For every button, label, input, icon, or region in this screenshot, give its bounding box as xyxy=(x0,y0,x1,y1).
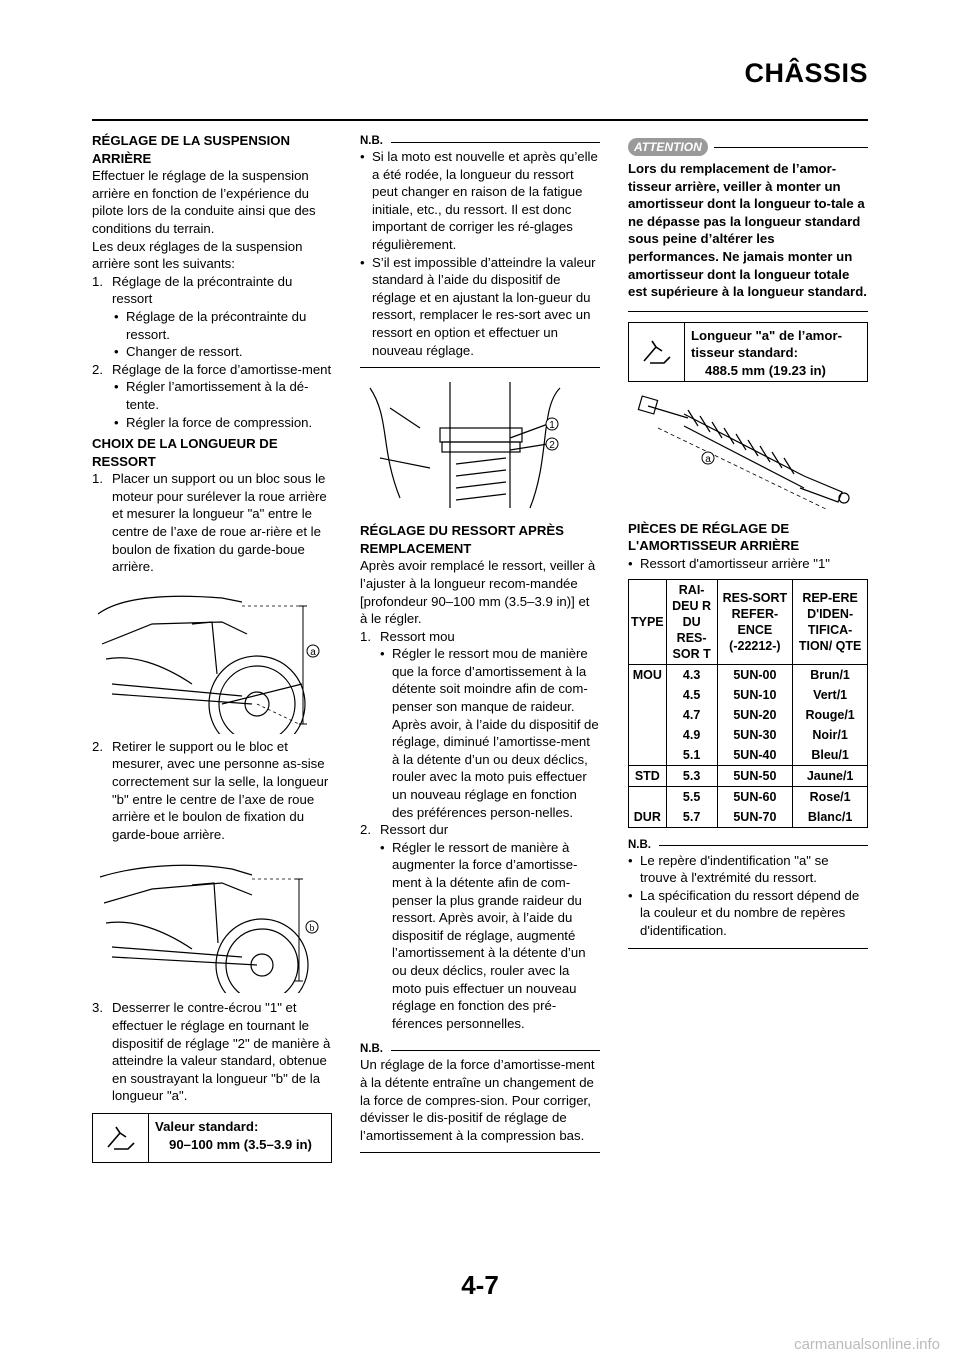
figure-rear-wheel-raised xyxy=(92,584,332,734)
note-end-rule xyxy=(628,948,868,949)
table-cell: 5.7 xyxy=(666,807,717,828)
table-cell: 5UN-00 xyxy=(717,664,793,685)
section-heading-rear-suspension: RÉGLAGE DE LA SUSPENSION ARRIÈRE xyxy=(92,133,291,166)
table-cell xyxy=(629,705,667,725)
table-cell: Vert/1 xyxy=(793,685,868,705)
list-item: 2. Retirer le support ou le bloc et mesurer, avec une personne as-sise correctement sur la selle, la longueur "b" entre le centre de l’axe de roue arrière et le boulon de fixation du garde-boue arrière. xyxy=(92,738,329,842)
attention-header xyxy=(628,138,868,156)
section-heading-spring-replacement: RÉGLAGE DU RESSORT APRÈS REMPLACEMENT xyxy=(360,523,564,556)
attention-badge: ATTENTION xyxy=(628,138,708,156)
table-cell: DUR xyxy=(629,807,667,828)
list-item: • Régler la force de compression. xyxy=(114,414,313,430)
figure-label-a: a xyxy=(705,453,711,465)
list-item: • Le repère d'indentification "a" se trouve à l'extrémité du ressort. xyxy=(628,852,829,886)
spec-box-shock-length xyxy=(628,322,868,382)
note-text: Un réglage de la force d’amortisse-ment à la détente entraîne un changement de la force de compres-sion. Pour corriger, dévisser le dis-positif de réglage de l’amortissement à la compression bas. xyxy=(360,1057,595,1143)
table-cell: 5.5 xyxy=(666,786,717,807)
list-item: 2. Réglage de la force d’amortisse-ment xyxy=(92,361,332,377)
page-title: CHÂSSIS xyxy=(744,58,868,88)
table-header-cell: RES-SORT REFER-ENCE (-22212-) xyxy=(717,579,793,664)
figure-rider-seated xyxy=(92,853,332,993)
table-cell: MOU xyxy=(629,664,667,685)
table-cell: 5UN-50 xyxy=(717,765,793,786)
list-item: 1. Ressort mou xyxy=(360,628,455,644)
table-cell: 5UN-70 xyxy=(717,807,793,828)
spec-label: Valeur standard: xyxy=(155,1118,259,1134)
note-end-rule xyxy=(360,367,600,368)
column-right xyxy=(628,130,868,959)
table-cell: 4.9 xyxy=(666,725,717,745)
table-cell: STD xyxy=(629,765,667,786)
table-header-row xyxy=(629,579,868,664)
section-heading-shock-parts: PIÈCES DE RÉGLAGE DE L'AMORTISSEUR ARRIÈRE xyxy=(628,520,800,554)
spec-value: 90–100 mm (3.5–3.9 in) xyxy=(169,1136,312,1152)
table-cell: Bleu/1 xyxy=(793,745,868,766)
page-number: 4-7 xyxy=(461,1270,499,1300)
watermark: carmanualsonline.info xyxy=(794,1336,940,1353)
intro-paragraph-2: Les deux réglages de la suspension arrière sont les suivants: xyxy=(92,238,303,272)
note-end-rule xyxy=(360,1152,600,1153)
figure-label-2: 2 xyxy=(549,440,555,452)
list-item: 3. Desserrer le contre-écrou "1" et effectuer le réglage en tournant le dispositif de réglage "2" de manière à atteindre la valeur standard, obtenue en soustrayant la longueur "b" de la longueur "a". xyxy=(92,1000,331,1104)
attention-text: Lors du remplacement de l’amor-tisseur arrière, veiller à monter un amortisseur dont la longueur to-tale a ne dépasse pas la longueur standard sous peine d’altérer les performances. Ne jamais monter un amortisseur dont la longueur totale est supérieure à la longueur standard. xyxy=(628,161,867,300)
table-cell: 5UN-60 xyxy=(717,786,793,807)
list-item: • Si la moto est nouvelle et après qu’elle a été rodée, la longueur du ressort peut changer en raison de la fatigue initiale, etc., du ressort. Il est donc important de corriger les ré-glages régulièrement. xyxy=(360,149,598,252)
table-cell: 5UN-40 xyxy=(717,745,793,766)
table-cell: 4.3 xyxy=(666,664,717,685)
column-left xyxy=(92,130,332,1163)
table-cell: Rouge/1 xyxy=(793,705,868,725)
table-row xyxy=(629,725,868,745)
list-item: • Régler le ressort mou de manière que la force d’amortissement à la détente soit moindre afin de com-penser son manque de raideur. Après avoir, à l’aide du dispositif de réglage, diminué l’amortisse-ment à la détente d’un ou deux déclics, rouler avec la moto puis effectuer un nouveau réglage en fonction des préférences person-nelles. xyxy=(380,646,599,820)
table-cell: Jaune/1 xyxy=(793,765,868,786)
table-cell xyxy=(629,786,667,807)
figure-label-1: 1 xyxy=(549,420,555,432)
spec-label: Longueur "a" de l’amor-tisseur standard: xyxy=(691,327,842,361)
paragraph: Après avoir remplacé le ressort, veiller à l’ajuster à la longueur recom-mandée [profondeur 90–100 mm (3.5–3.9 in)] et à le régler. xyxy=(360,558,596,627)
spring-table xyxy=(628,579,868,828)
table-header-cell: RAI-DEU R DU RES-SOR T xyxy=(666,579,717,664)
note-header: N.B. xyxy=(360,1042,600,1056)
table-header-cell: REP-ERE D'IDEN-TIFICA-TION/ QTE xyxy=(793,579,868,664)
spec-value: 488.5 mm (19.23 in) xyxy=(705,362,826,378)
figure-label-a: a xyxy=(310,646,316,658)
table-row xyxy=(629,664,868,685)
table-cell: 5.3 xyxy=(666,765,717,786)
figure-label-b: b xyxy=(309,923,315,935)
table-cell: 5UN-10 xyxy=(717,685,793,705)
header-rule xyxy=(92,119,868,121)
table-cell: Rose/1 xyxy=(793,786,868,807)
table-cell: 5.1 xyxy=(666,745,717,766)
list-item: • Réglage de la précontrainte du ressort. xyxy=(114,308,307,342)
wrench-icon xyxy=(629,323,685,381)
note-header: N.B. xyxy=(628,838,868,852)
table-cell: Brun/1 xyxy=(793,664,868,685)
column-middle xyxy=(360,130,600,1163)
table-cell xyxy=(629,725,667,745)
spec-box-standard-value xyxy=(92,1113,332,1163)
table-row xyxy=(629,685,868,705)
figure-rear-shock xyxy=(628,392,868,512)
list-item: • Régler le ressort de manière à augmenter la force d’amortisse-ment à la détente afin de com-penser la plus grande raideur du ressort. Après avoir, à l’aide du dispositif de réglage, augmenté l’amortissement à la détente d’un ou deux déclics, rouler avec la moto puis effectuer un nouveau réglage en fonction des pré-férences personnelles. xyxy=(380,839,586,1031)
list-item: 1. Placer un support ou un bloc sous le moteur pour surélever la roue arrière et mesurer la longueur "a" entre le centre de l’axe de roue ar-rière et le boulon de fixation du garde-boue arrière. xyxy=(92,471,327,575)
table-row xyxy=(629,807,868,828)
list-item: 2. Ressort dur xyxy=(360,822,449,838)
table-cell: 4.7 xyxy=(666,705,717,725)
table-row xyxy=(629,765,868,786)
section-heading-spring-length: CHOIX DE LA LONGUEUR DE RESSORT xyxy=(92,436,278,469)
table-header-cell: TYPE xyxy=(629,579,667,664)
table-cell: Noir/1 xyxy=(793,725,868,745)
figure-shock-adjuster xyxy=(360,378,600,518)
list-item: 1. Réglage de la précontrainte du ressort xyxy=(92,273,293,307)
wrench-icon xyxy=(93,1114,149,1162)
attention-end-rule xyxy=(628,311,868,312)
list-item: • S’il est impossible d’atteindre la valeur standard à l’aide du dispositif de réglage et en ajustant la lon-gueur du ressort, remplacer le res-sort avec un ressort en option et effectuer un nouveau réglage. xyxy=(360,254,596,358)
table-cell: 4.5 xyxy=(666,685,717,705)
intro-paragraph: Effectuer le réglage de la suspension arrière en fonction de l’expérience du pilote lors de la conduite ainsi que des conditions du terrain. xyxy=(92,168,316,236)
table-cell: Blanc/1 xyxy=(793,807,868,828)
list-item: • Changer de ressort. xyxy=(114,344,243,360)
table-cell xyxy=(629,745,667,766)
list-item: • Régler l’amortissement à la dé-tente. xyxy=(114,379,309,412)
list-item: • Ressort d'amortisseur arrière "1" xyxy=(628,555,830,571)
table-cell: 5UN-20 xyxy=(717,705,793,725)
table-cell xyxy=(629,685,667,705)
note-header: N.B. xyxy=(360,134,600,148)
list-item: • La spécification du ressort dépend de la couleur et du nombre de repères d'identification. xyxy=(628,887,860,938)
table-row xyxy=(629,786,868,807)
table-cell: 5UN-30 xyxy=(717,725,793,745)
table-row xyxy=(629,745,868,766)
table-row xyxy=(629,705,868,725)
